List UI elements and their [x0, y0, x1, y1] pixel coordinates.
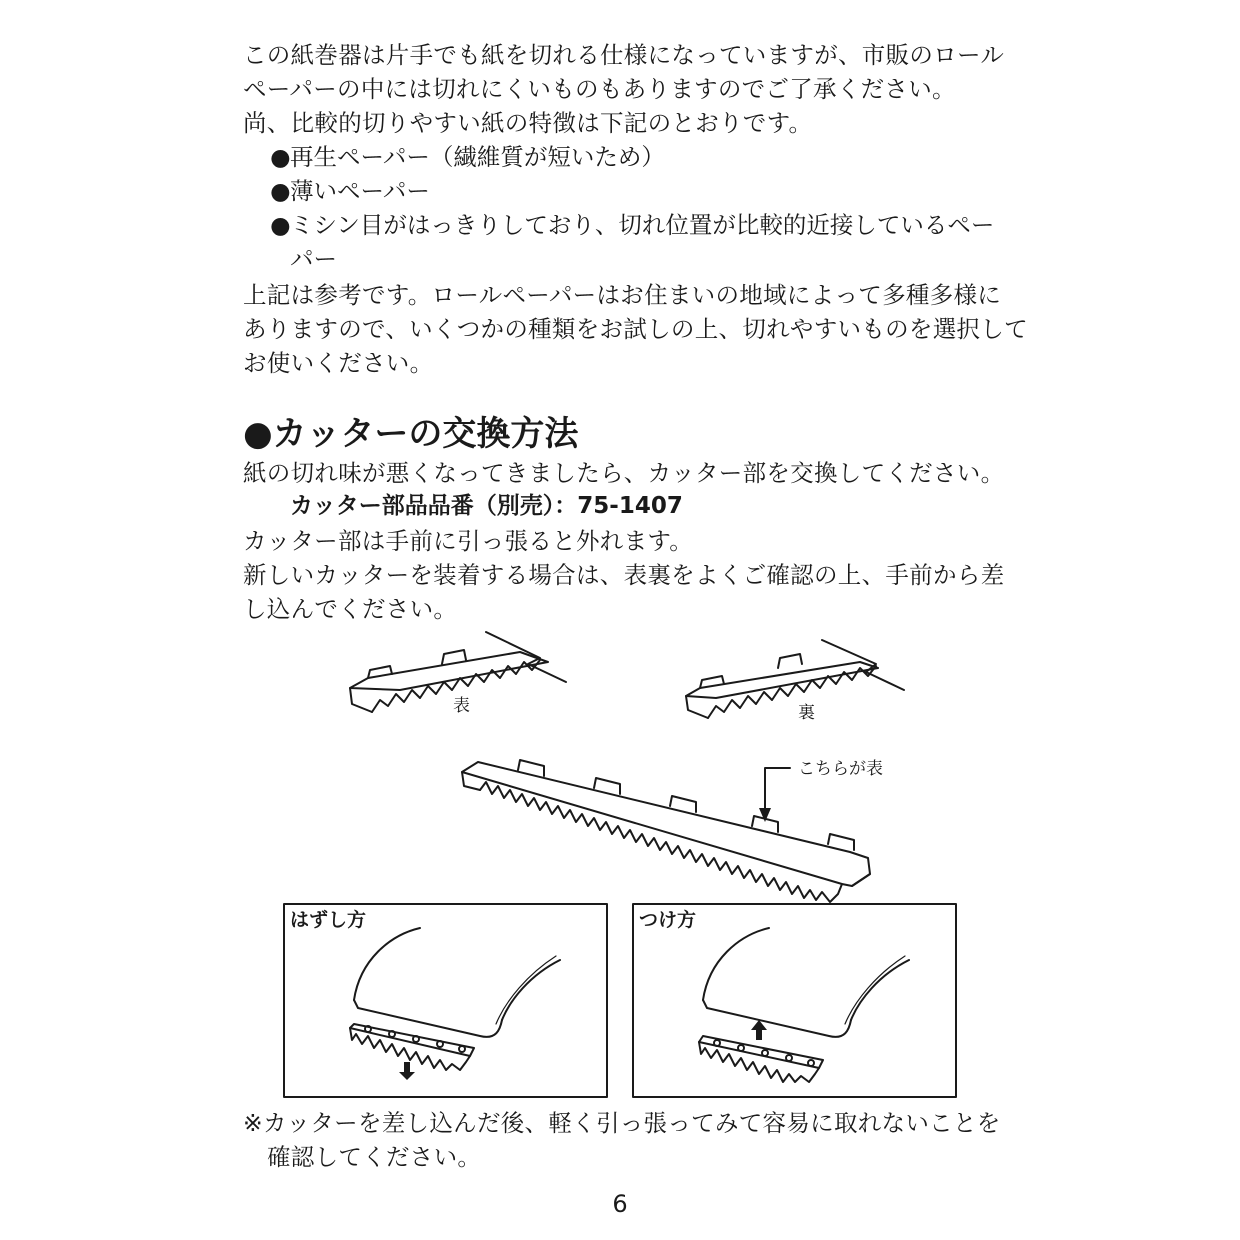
section-line: し込んでください。: [243, 595, 458, 623]
feature-text: 再生ペーパー（繊維質が短いため）: [290, 143, 665, 171]
removal-box: [284, 904, 607, 1097]
feature-text: パー: [290, 245, 337, 273]
page-number: 6: [612, 1190, 628, 1218]
bullet-icon: ●: [270, 211, 291, 239]
section-line: カッター部は手前に引っ張ると外れます。: [243, 527, 694, 555]
attach-title: つけ方: [639, 909, 697, 931]
reference-line: 上記は参考です。ロールペーパーはお住まいの地域によって多種多様に: [243, 281, 1002, 309]
note-line: 確認してください。: [267, 1143, 482, 1171]
part-number: カッター部品品番（別売）：75-1407: [290, 493, 683, 519]
note-paragraph: [243, 1106, 1003, 1174]
section-title: ●カッターの交換方法: [243, 414, 579, 454]
arrow-up-icon: [751, 1020, 767, 1040]
arrow-down-icon: [399, 1062, 415, 1080]
attach-box: [633, 904, 956, 1097]
reference-line: ありますので、いくつかの種類をお試しの上、切れやすいものを選択して: [243, 315, 1028, 343]
intro-line: 尚、比較的切りやすい紙の特徴は下記のとおりです。: [243, 109, 813, 137]
intro-line: この紙巻器は片手でも紙を切れる仕様になっていますが、市販のロール: [243, 41, 1005, 69]
cutter-large-illustration: [462, 760, 870, 902]
note-line: ※カッターを差し込んだ後、軽く引っ張ってみて容易に取れないことを: [243, 1109, 1001, 1137]
reference-line: お使いください。: [243, 349, 434, 377]
removal-title: はずし方: [290, 909, 367, 931]
back-label: 裏: [798, 703, 815, 723]
section-line: 紙の切れ味が悪くなってきましたら、カッター部を交換してください。: [243, 459, 1005, 487]
bullet-icon: ●: [270, 177, 291, 205]
intro-line: ペーパーの中には切れにくいものもありますのでご了承ください。: [243, 75, 956, 103]
cutter-back-illustration: [686, 640, 904, 718]
callout-label: こちらが表: [798, 759, 883, 779]
section-line: 新しいカッターを装着する場合は、表裏をよくご確認の上、手前から差: [243, 561, 1005, 589]
bullet-icon: ●: [270, 143, 291, 171]
front-label: 表: [453, 696, 470, 716]
feature-text: 薄いペーパー: [290, 177, 430, 205]
feature-text: ミシン目がはっきりしており、切れ位置が比較的近接しているペー: [290, 211, 995, 239]
